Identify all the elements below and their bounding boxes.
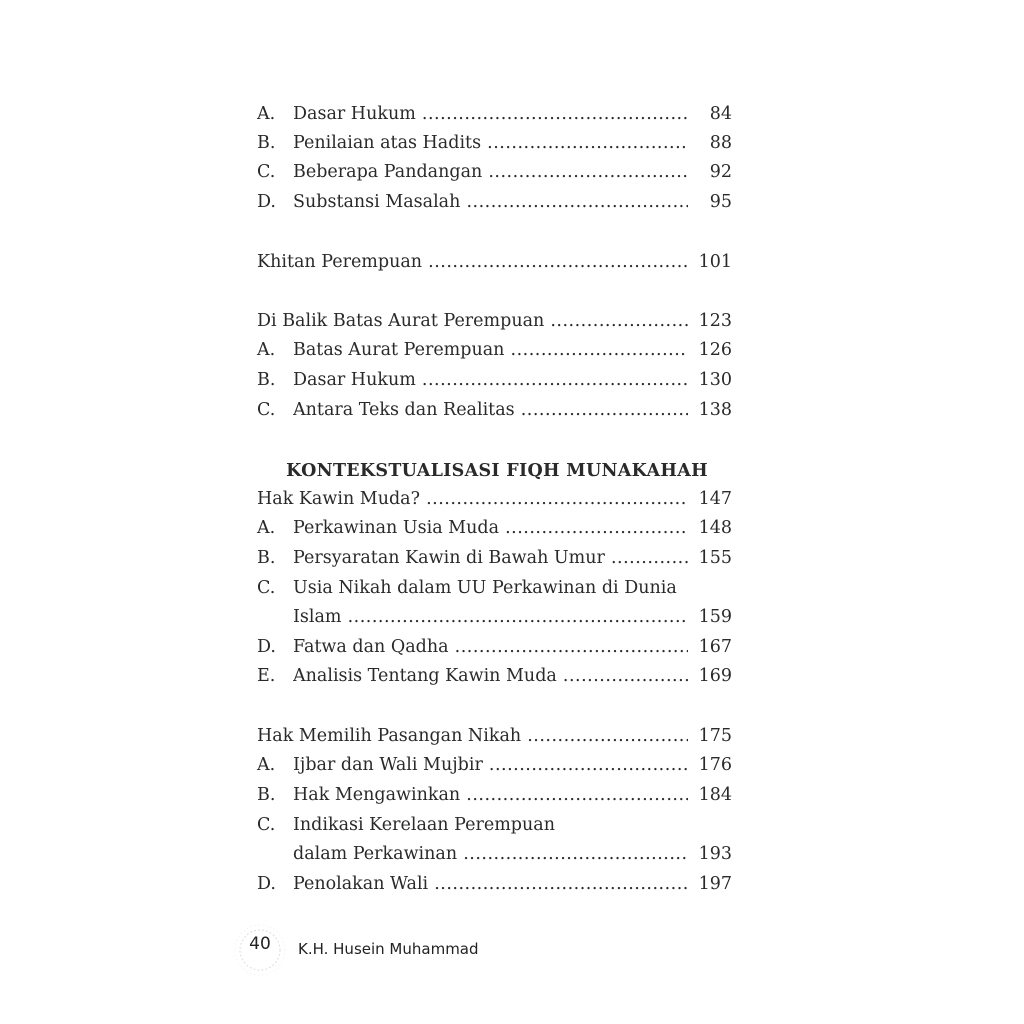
toc-entry (257, 129, 732, 157)
chapter-page: 147 (698, 489, 732, 509)
entry-page: 159 (698, 607, 732, 627)
entry-title: Antara Teks dan Realitas ..... (293, 396, 688, 424)
entry-label: C. (257, 162, 276, 182)
entry-page: 167 (698, 637, 732, 657)
chapter-title: Hak Memilih Pasangan Nikah ..... (257, 722, 688, 750)
entry-page: 92 (709, 162, 732, 182)
toc-entry (257, 781, 732, 809)
toc-entry (257, 811, 732, 839)
toc-chapter (257, 722, 732, 750)
entry-label: C. (257, 815, 276, 835)
entry-label: A. (257, 755, 276, 775)
entry-page: 126 (698, 340, 732, 360)
chapter-page: 175 (698, 726, 732, 746)
entry-title: Beberapa Pandangan ..... (293, 158, 688, 186)
entry-label: D. (257, 637, 276, 657)
entry-title: Persyaratan Kawin di Bawah Umur ..... (293, 544, 688, 572)
entry-page: 197 (698, 874, 732, 894)
toc-entry (257, 100, 732, 128)
entry-title: Perkawinan Usia Muda ..... (293, 514, 688, 542)
entry-title: Dasar Hukum ..... (293, 100, 688, 128)
chapter-page: 123 (698, 311, 732, 331)
toc-entry (257, 751, 732, 779)
entry-page: 193 (698, 844, 732, 864)
entry-label: C. (257, 578, 276, 598)
toc-entry (257, 366, 732, 394)
entry-title: Substansi Masalah ..... (293, 188, 688, 216)
entry-page: 184 (698, 785, 732, 805)
entry-title: Hak Mengawinkan ..... (293, 781, 688, 809)
toc-entry-continuation (257, 603, 732, 631)
entry-label: A. (257, 518, 276, 538)
entry-label: B. (257, 548, 276, 568)
entry-title: Ijbar dan Wali Mujbir ..... (293, 751, 688, 779)
entry-title: Batas Aurat Perempuan ..... (293, 336, 688, 364)
entry-title: Analisis Tentang Kawin Muda ..... (293, 662, 688, 690)
toc-entry (257, 158, 732, 186)
toc-entry (257, 870, 732, 898)
entry-label: B. (257, 133, 276, 153)
entry-label: D. (257, 192, 276, 212)
section-heading: KONTEKSTUALISASI FIQH MUNAKAHAH (286, 461, 708, 481)
toc-entry (257, 544, 732, 572)
page-number: 40 (249, 934, 271, 954)
entry-title: Penilaian atas Hadits ..... (293, 129, 688, 157)
toc-entry (257, 633, 732, 661)
page-footer (232, 922, 532, 982)
entry-label: B. (257, 370, 276, 390)
entry-page: 148 (698, 518, 732, 538)
entry-title: Dasar Hukum ..... (293, 366, 688, 394)
entry-label: A. (257, 104, 276, 124)
toc-entry (257, 574, 732, 602)
entry-label: D. (257, 874, 276, 894)
entry-page: 130 (698, 370, 732, 390)
entry-title: Usia Nikah dalam UU Perkawinan di Dunia (293, 578, 677, 598)
entry-title: Penolakan Wali ..... (293, 870, 688, 898)
chapter-title: Hak Kawin Muda? ..... (257, 485, 688, 513)
entry-page: 155 (698, 548, 732, 568)
entry-page: 138 (698, 400, 732, 420)
entry-label: A. (257, 340, 276, 360)
entry-page: 176 (698, 755, 732, 775)
entry-page: 84 (709, 104, 732, 124)
toc-chapter (257, 485, 732, 513)
toc-entry (257, 396, 732, 424)
entry-label: E. (257, 666, 276, 686)
entry-label: B. (257, 785, 276, 805)
toc-entry (257, 662, 732, 690)
toc-entry (257, 188, 732, 216)
entry-title: dalam Perkawinan ..... (293, 840, 688, 868)
entry-page: 88 (709, 133, 732, 153)
entry-page: 169 (698, 666, 732, 686)
toc-entry (257, 514, 732, 542)
chapter-title: Di Balik Batas Aurat Perempuan ..... (257, 307, 688, 335)
chapter-page: 101 (698, 252, 732, 272)
entry-title: Islam ..... (293, 603, 688, 631)
entry-label: C. (257, 400, 276, 420)
entry-title: Indikasi Kerelaan Perempuan (293, 815, 555, 835)
toc-entry (257, 336, 732, 364)
page-number-badge (232, 922, 288, 978)
chapter-title: Khitan Perempuan ..... (257, 248, 688, 276)
toc-chapter (257, 307, 732, 335)
toc-chapter (257, 248, 732, 276)
entry-page: 95 (709, 192, 732, 212)
running-footer-author: K.H. Husein Muhammad (298, 940, 479, 958)
entry-title: Fatwa dan Qadha ..... (293, 633, 688, 661)
toc-entry-continuation (257, 840, 732, 868)
